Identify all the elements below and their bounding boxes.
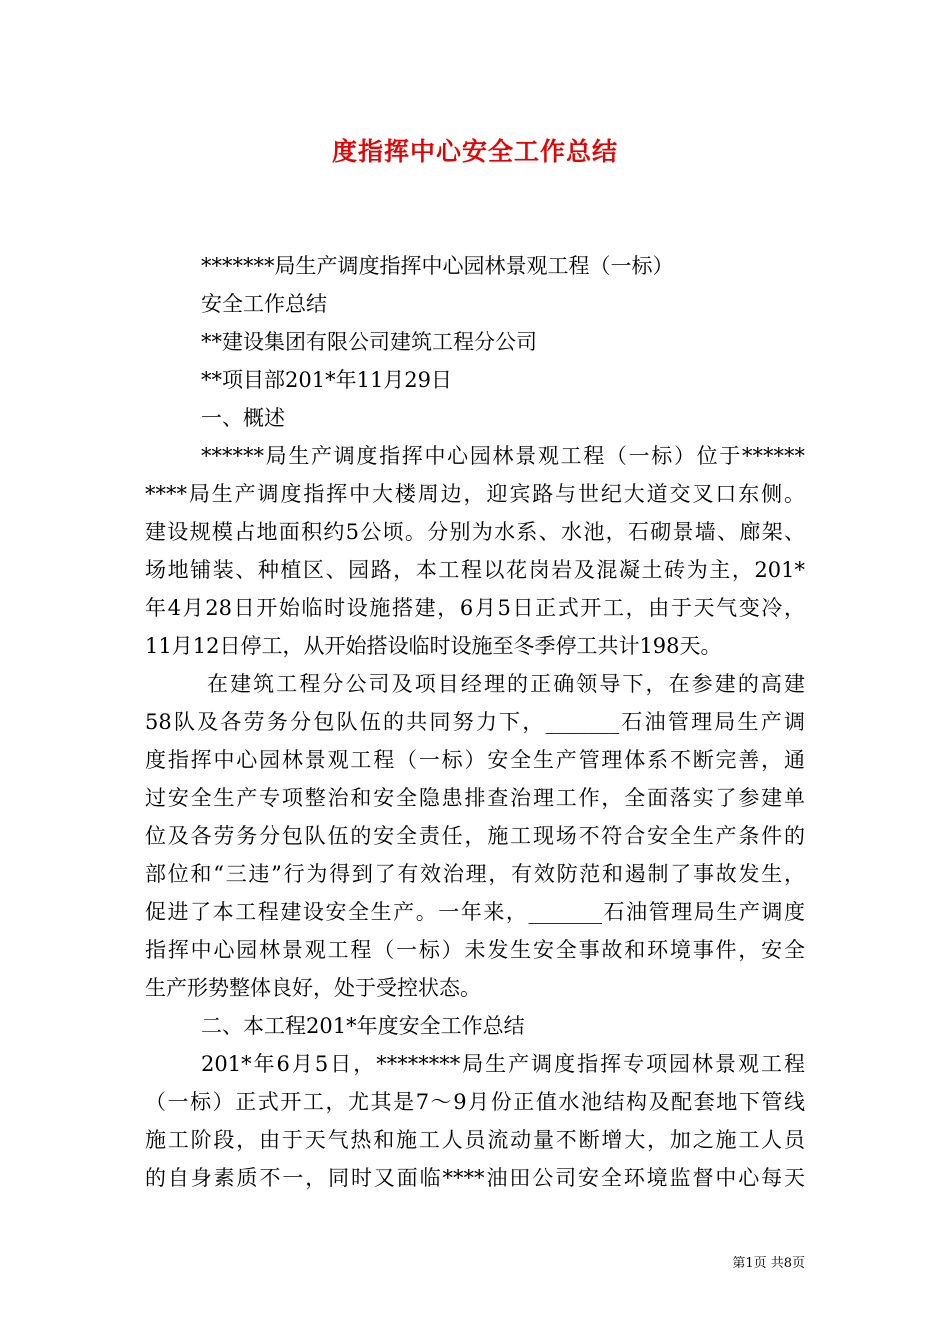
document-body (145, 247, 805, 1197)
text-line: 过安全生产专项整治和安全隐患排查治理工作，全面落实了参建单 (145, 786, 805, 810)
text-line: 度指挥中心园林景观工程（一标）安全生产管理体系不断完善，通 (145, 748, 805, 772)
text-line: 年4月28日开始临时设施搭建，6月5日正式开工，由于天气变冷， (145, 596, 805, 620)
text-line: 的自身素质不一，同时又面临****油田公司安全环境监督中心每天 (145, 1166, 805, 1190)
text-line: 在建筑工程分公司及项目经理的正确领导下，在参建的高建 (207, 672, 805, 696)
text-line: 安全工作总结 (201, 292, 327, 316)
text-line: 生产形势整体良好，处于受控状态。 (145, 976, 481, 1000)
text-line: 建设规模占地面积约5公顷。分别为水系、水池，石砌景墙、廊架、 (145, 520, 805, 544)
page-number: 第1页 共8页 (732, 1256, 805, 1271)
text-line: **项目部201*年11月29日 (201, 368, 453, 392)
section-heading: 二、本工程201*年度安全工作总结 (201, 1014, 525, 1038)
document-title: 度指挥中心安全工作总结 (331, 137, 618, 166)
text-line: 11月12日停工，从开始搭设临时设施至冬季停工共计198天。 (145, 634, 722, 658)
text-line: 促进了本工程建设安全生产。一年来，_______石油管理局生产调度 (145, 900, 805, 924)
text-line: （一标）正式开工，尤其是7～9月份正值水池结构及配套地下管线 (145, 1090, 805, 1114)
text-line: ******局生产调度指挥中心园林景观工程（一标）位于****** (201, 444, 805, 468)
text-line: 58队及各劳务分包队伍的共同努力下，_______石油管理局生产调 (145, 710, 805, 734)
text-line: 场地铺装、种植区、园路，本工程以花岗岩及混凝土砖为主，201* (145, 558, 805, 582)
text-line: 施工阶段，由于天气热和施工人员流动量不断增大，加之施工人员 (145, 1128, 805, 1152)
text-line: ****局生产调度指挥中大楼周边，迎宾路与世纪大道交叉口东侧。 (145, 482, 805, 506)
section-heading: 一、概述 (201, 406, 285, 430)
text-line: 部位和“三违”行为得到了有效治理，有效防范和遏制了事故发生， (145, 862, 805, 886)
text-line: 201*年6月5日，********局生产调度指挥专项园林景观工程 (201, 1052, 805, 1076)
text-line: **建设集团有限公司建筑工程分公司 (201, 330, 537, 354)
text-line: 位及各劳务分包队伍的安全责任，施工现场不符合安全生产条件的 (145, 824, 805, 848)
text-line: 指挥中心园林景观工程（一标）未发生安全事故和环境事件，安全 (145, 938, 805, 962)
text-line: *******局生产调度指挥中心园林景观工程（一标） (201, 254, 674, 278)
